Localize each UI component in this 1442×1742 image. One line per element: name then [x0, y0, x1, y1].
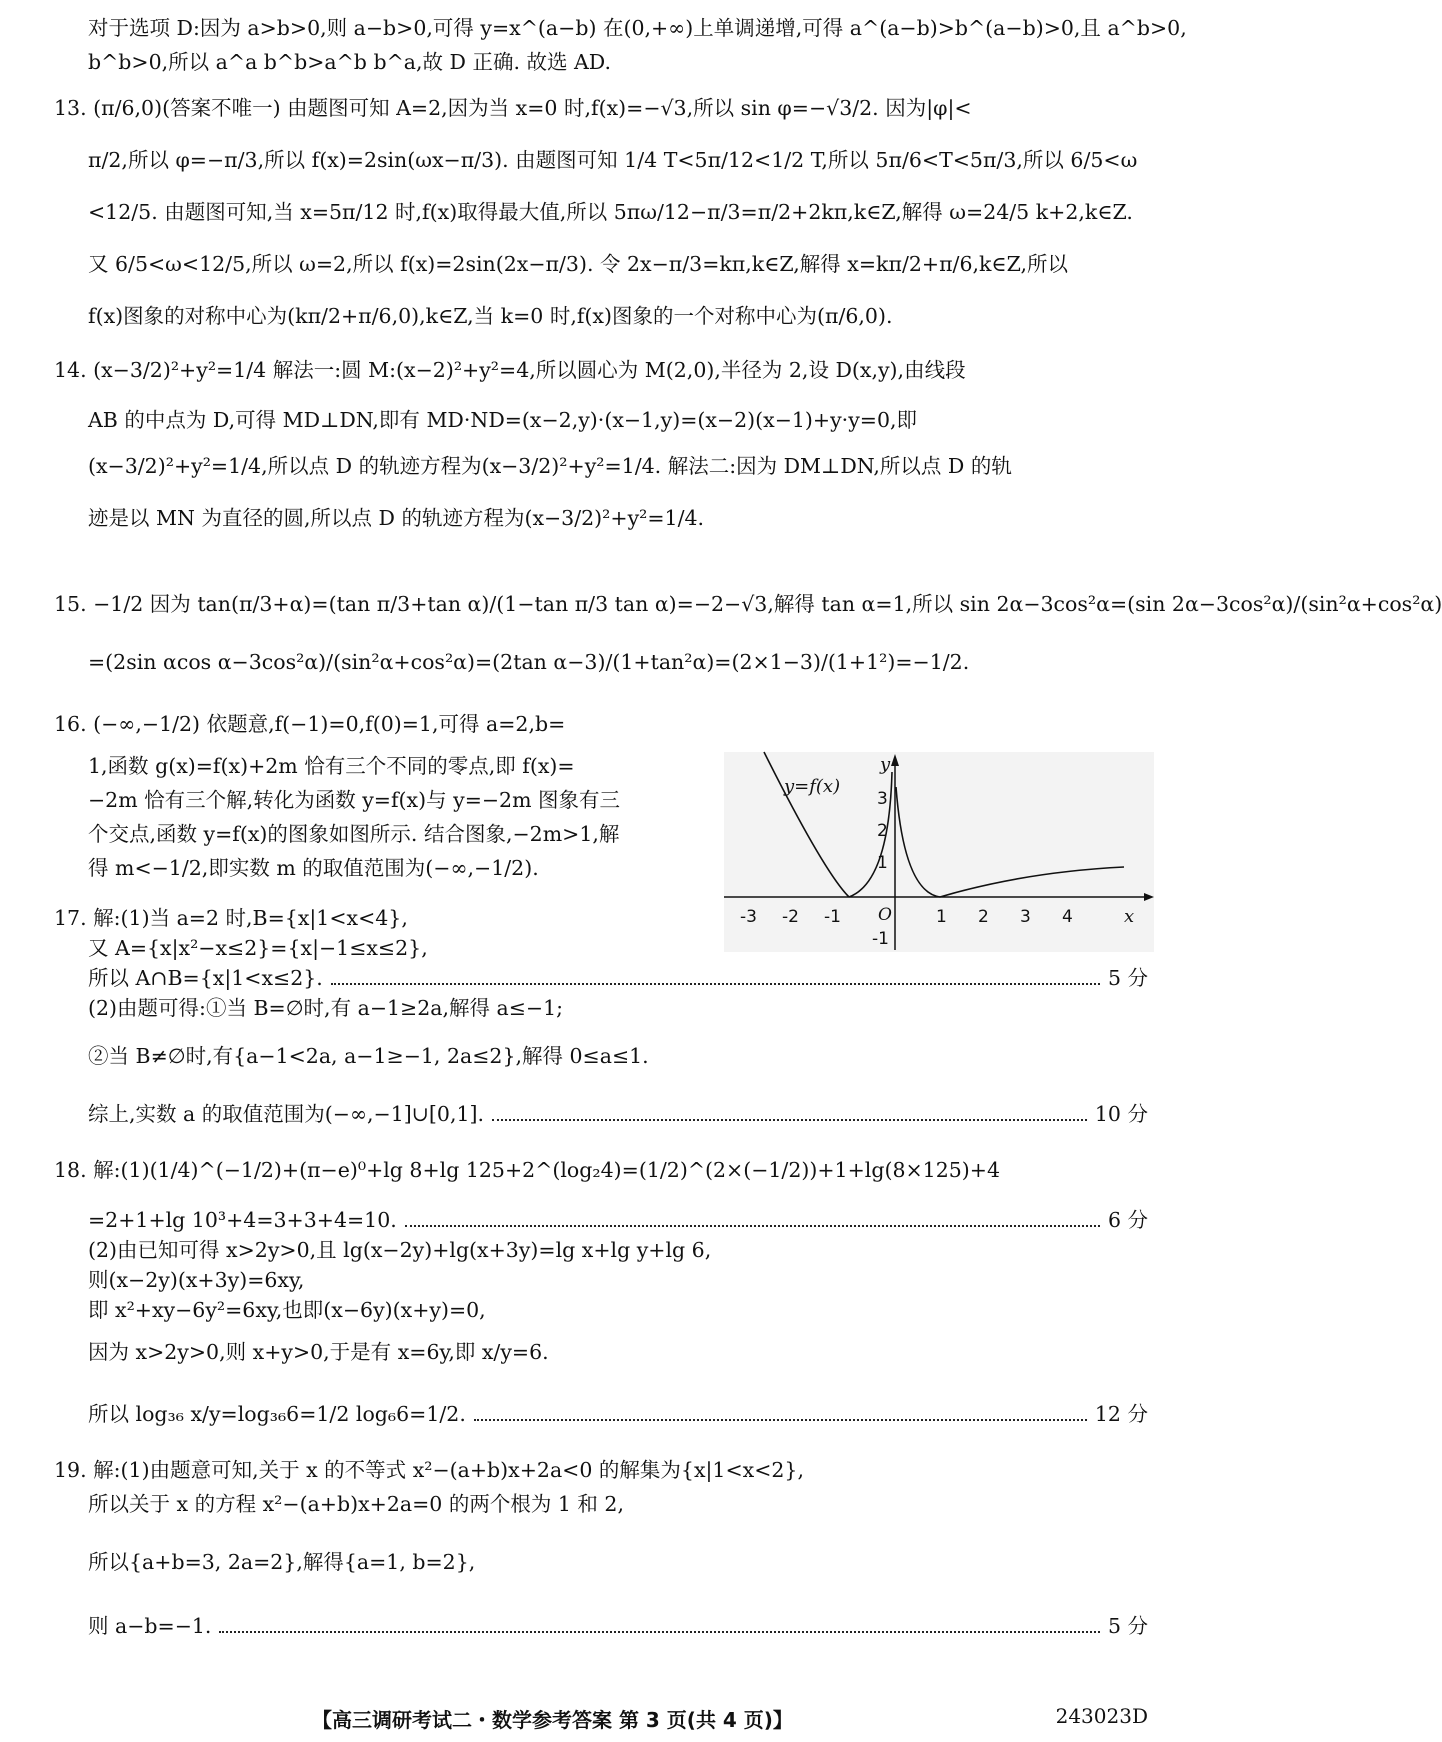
score-line: [88, 1612, 1148, 1640]
score-value: 5 分: [1107, 966, 1148, 990]
score-line: [88, 964, 1148, 992]
dot-leader: [331, 982, 1100, 985]
text-line: (2)由题可得:①当 B=∅时,有 a−1≥2a,解得 a≤−1;: [88, 996, 564, 1020]
problem-14-line: 14. (x−3/2)²+y²=1/4 解法一:圆 M:(x−2)²+y²=4,所以圆心为 M(2,0),半径为 2,设 D(x,y),由线段: [54, 358, 966, 382]
text-line: 所以{a+b=3, 2a=2},解得{a=1, b=2},: [88, 1550, 476, 1574]
score-value: 10 分: [1094, 1102, 1148, 1126]
text-segment: 所以 log₃₆ x/y=log₃₆6=1/2 log₆6=1/2.: [88, 1402, 466, 1426]
text-line: ②当 B≠∅时,有{a−1<2a, a−1≥−1, 2a≤2},解得 0≤a≤1.: [88, 1044, 649, 1068]
text-line: π/2,所以 φ=−π/3,所以 f(x)=2sin(ωx−π/3). 由题图可知 1/4 T<5π/12<1/2 T,所以 5π/6<T<5π/3,所以 6/5<ω: [88, 148, 1138, 172]
x-tick: -3: [740, 907, 757, 927]
score-line: [88, 1400, 1148, 1428]
y-axis-arrow: [891, 754, 899, 766]
text-line: 1,函数 g(x)=f(x)+2m 恰有三个不同的零点,即 f(x)=: [88, 754, 575, 778]
dot-leader: [492, 1118, 1087, 1121]
curve-label: y=f(x): [784, 776, 841, 797]
text-line: 即 x²+xy−6y²=6xy,也即(x−6y)(x+y)=0,: [88, 1298, 486, 1322]
curve-peak-right: [896, 787, 940, 897]
x-axis-arrow: [1144, 893, 1154, 901]
x-tick: -2: [782, 907, 799, 927]
score-line: [88, 1206, 1148, 1234]
text-line: 迹是以 MN 为直径的圆,所以点 D 的轨迹方程为(x−3/2)²+y²=1/4.: [88, 506, 705, 530]
score-value: 6 分: [1107, 1208, 1148, 1232]
problem-19-line: 19. 解:(1)由题意可知,关于 x 的不等式 x²−(a+b)x+2a<0 的解集为{x|1<x<2},: [54, 1458, 804, 1482]
text-segment: 综上,实数 a 的取值范围为(−∞,−1]∪[0,1].: [88, 1102, 485, 1126]
score-line: [88, 1100, 1148, 1128]
x-axis-label: x: [1124, 906, 1135, 927]
footer-title: 【高三调研考试二・数学参考答案 第 3 页(共 4 页)】: [312, 1708, 793, 1732]
dot-leader: [219, 1630, 1099, 1633]
footer-code: 243023D: [1055, 1704, 1148, 1728]
text-segment: 则 a−b=−1.: [88, 1614, 212, 1638]
y-tick: 1: [877, 853, 888, 873]
text-line: f(x)图象的对称中心为(kπ/2+π/6,0),k∈Z,当 k=0 时,f(x)图象的一个对称中心为(π/6,0).: [88, 304, 893, 328]
text-line: 又 6/5<ω<12/5,所以 ω=2,所以 f(x)=2sin(2x−π/3). 令 2x−π/3=kπ,k∈Z,解得 x=kπ/2+π/6,k∈Z,所以: [88, 252, 1069, 276]
score-value: 5 分: [1107, 1614, 1148, 1638]
y-tick: 3: [877, 789, 888, 809]
page-footer: [0, 1704, 1200, 1734]
curve-right: [940, 867, 1124, 897]
text-line: =(2sin αcos α−3cos²α)/(sin²α+cos²α)=(2tan α−3)/(1+tan²α)=(2×1−3)/(1+1²)=−1/2.: [88, 650, 970, 674]
score-value: 12 分: [1094, 1402, 1148, 1426]
text-line: 得 m<−1/2,即实数 m 的取值范围为(−∞,−1/2).: [88, 856, 539, 880]
x-tick: 2: [978, 907, 989, 927]
text-line: 所以关于 x 的方程 x²−(a+b)x+2a=0 的两个根为 1 和 2,: [88, 1492, 624, 1516]
text-segment: 所以 A∩B={x|1<x≤2}.: [88, 966, 323, 990]
text-line: AB 的中点为 D,可得 MD⊥DN,即有 MD·ND=(x−2,y)·(x−1,y)=(x−2)(x−1)+y·y=0,即: [88, 408, 918, 432]
text-line: 又 A={x|x²−x≤2}={x|−1≤x≤2},: [88, 936, 428, 960]
origin-label: O: [878, 905, 892, 925]
text-line: 因为 x>2y>0,则 x+y>0,于是有 x=6y,即 x/y=6.: [88, 1340, 549, 1364]
x-tick: 3: [1020, 907, 1031, 927]
text-line: 对于选项 D:因为 a>b>0,则 a−b>0,可得 y=x^(a−b) 在(0,+∞)上单调递增,可得 a^(a−b)>b^(a−b)>0,且 a^b>0,: [88, 16, 1187, 40]
dot-leader: [405, 1224, 1100, 1227]
x-tick: 1: [936, 907, 947, 927]
text-segment: =2+1+lg 10³+4=3+3+4=10.: [88, 1208, 397, 1232]
text-line: 个交点,函数 y=f(x)的图象如图所示. 结合图象,−2m>1,解: [88, 822, 620, 846]
problem-18-line: 18. 解:(1)(1/4)^(−1/2)+(π−e)⁰+lg 8+lg 125+2^(log₂4)=(1/2)^(2×(−1/2))+1+lg(8×125)+4: [54, 1158, 1001, 1182]
text-line: (x−3/2)²+y²=1/4,所以点 D 的轨迹方程为(x−3/2)²+y²=1/4. 解法二:因为 DM⊥DN,所以点 D 的轨: [88, 454, 1012, 478]
y-tick: -1: [872, 929, 889, 949]
dot-leader: [474, 1418, 1087, 1421]
problem-16-line: 16. (−∞,−1/2) 依题意,f(−1)=0,f(0)=1,可得 a=2,b=: [54, 712, 566, 736]
problem-13-line: 13. (π/6,0)(答案不唯一) 由题图可知 A=2,因为当 x=0 时,f(x)=−√3,所以 sin φ=−√3/2. 因为|φ|<: [54, 96, 972, 120]
text-line: b^b>0,所以 a^a b^b>a^b b^a,故 D 正确. 故选 AD.: [88, 50, 612, 74]
y-axis-label: y: [880, 754, 891, 775]
text-line: −2m 恰有三个解,转化为函数 y=f(x)与 y=−2m 图象有三: [88, 788, 621, 812]
y-tick: 2: [877, 821, 888, 841]
problem-15-line: 15. −1/2 因为 tan(π/3+α)=(tan π/3+tan α)/(1−tan π/3 tan α)=−2−√3,解得 tan α=1,所以 sin 2α−3cos²α=(sin 2α−3cos²α)/(sin²α+cos²α): [54, 592, 1442, 616]
text-line: 则(x−2y)(x+3y)=6xy,: [88, 1268, 305, 1292]
text-line: <12/5. 由题图可知,当 x=5π/12 时,f(x)取得最大值,所以 5πω/12−π/3=π/2+2kπ,k∈Z,解得 ω=24/5 k+2,k∈Z.: [88, 200, 1133, 224]
x-tick: 4: [1062, 907, 1073, 927]
x-tick: -1: [824, 907, 841, 927]
problem-17-line: 17. 解:(1)当 a=2 时,B={x|1<x<4},: [54, 906, 408, 930]
curve-left: [764, 752, 849, 897]
text-line: (2)由已知可得 x>2y>0,且 lg(x−2y)+lg(x+3y)=lg x+lg y+lg 6,: [88, 1238, 712, 1262]
